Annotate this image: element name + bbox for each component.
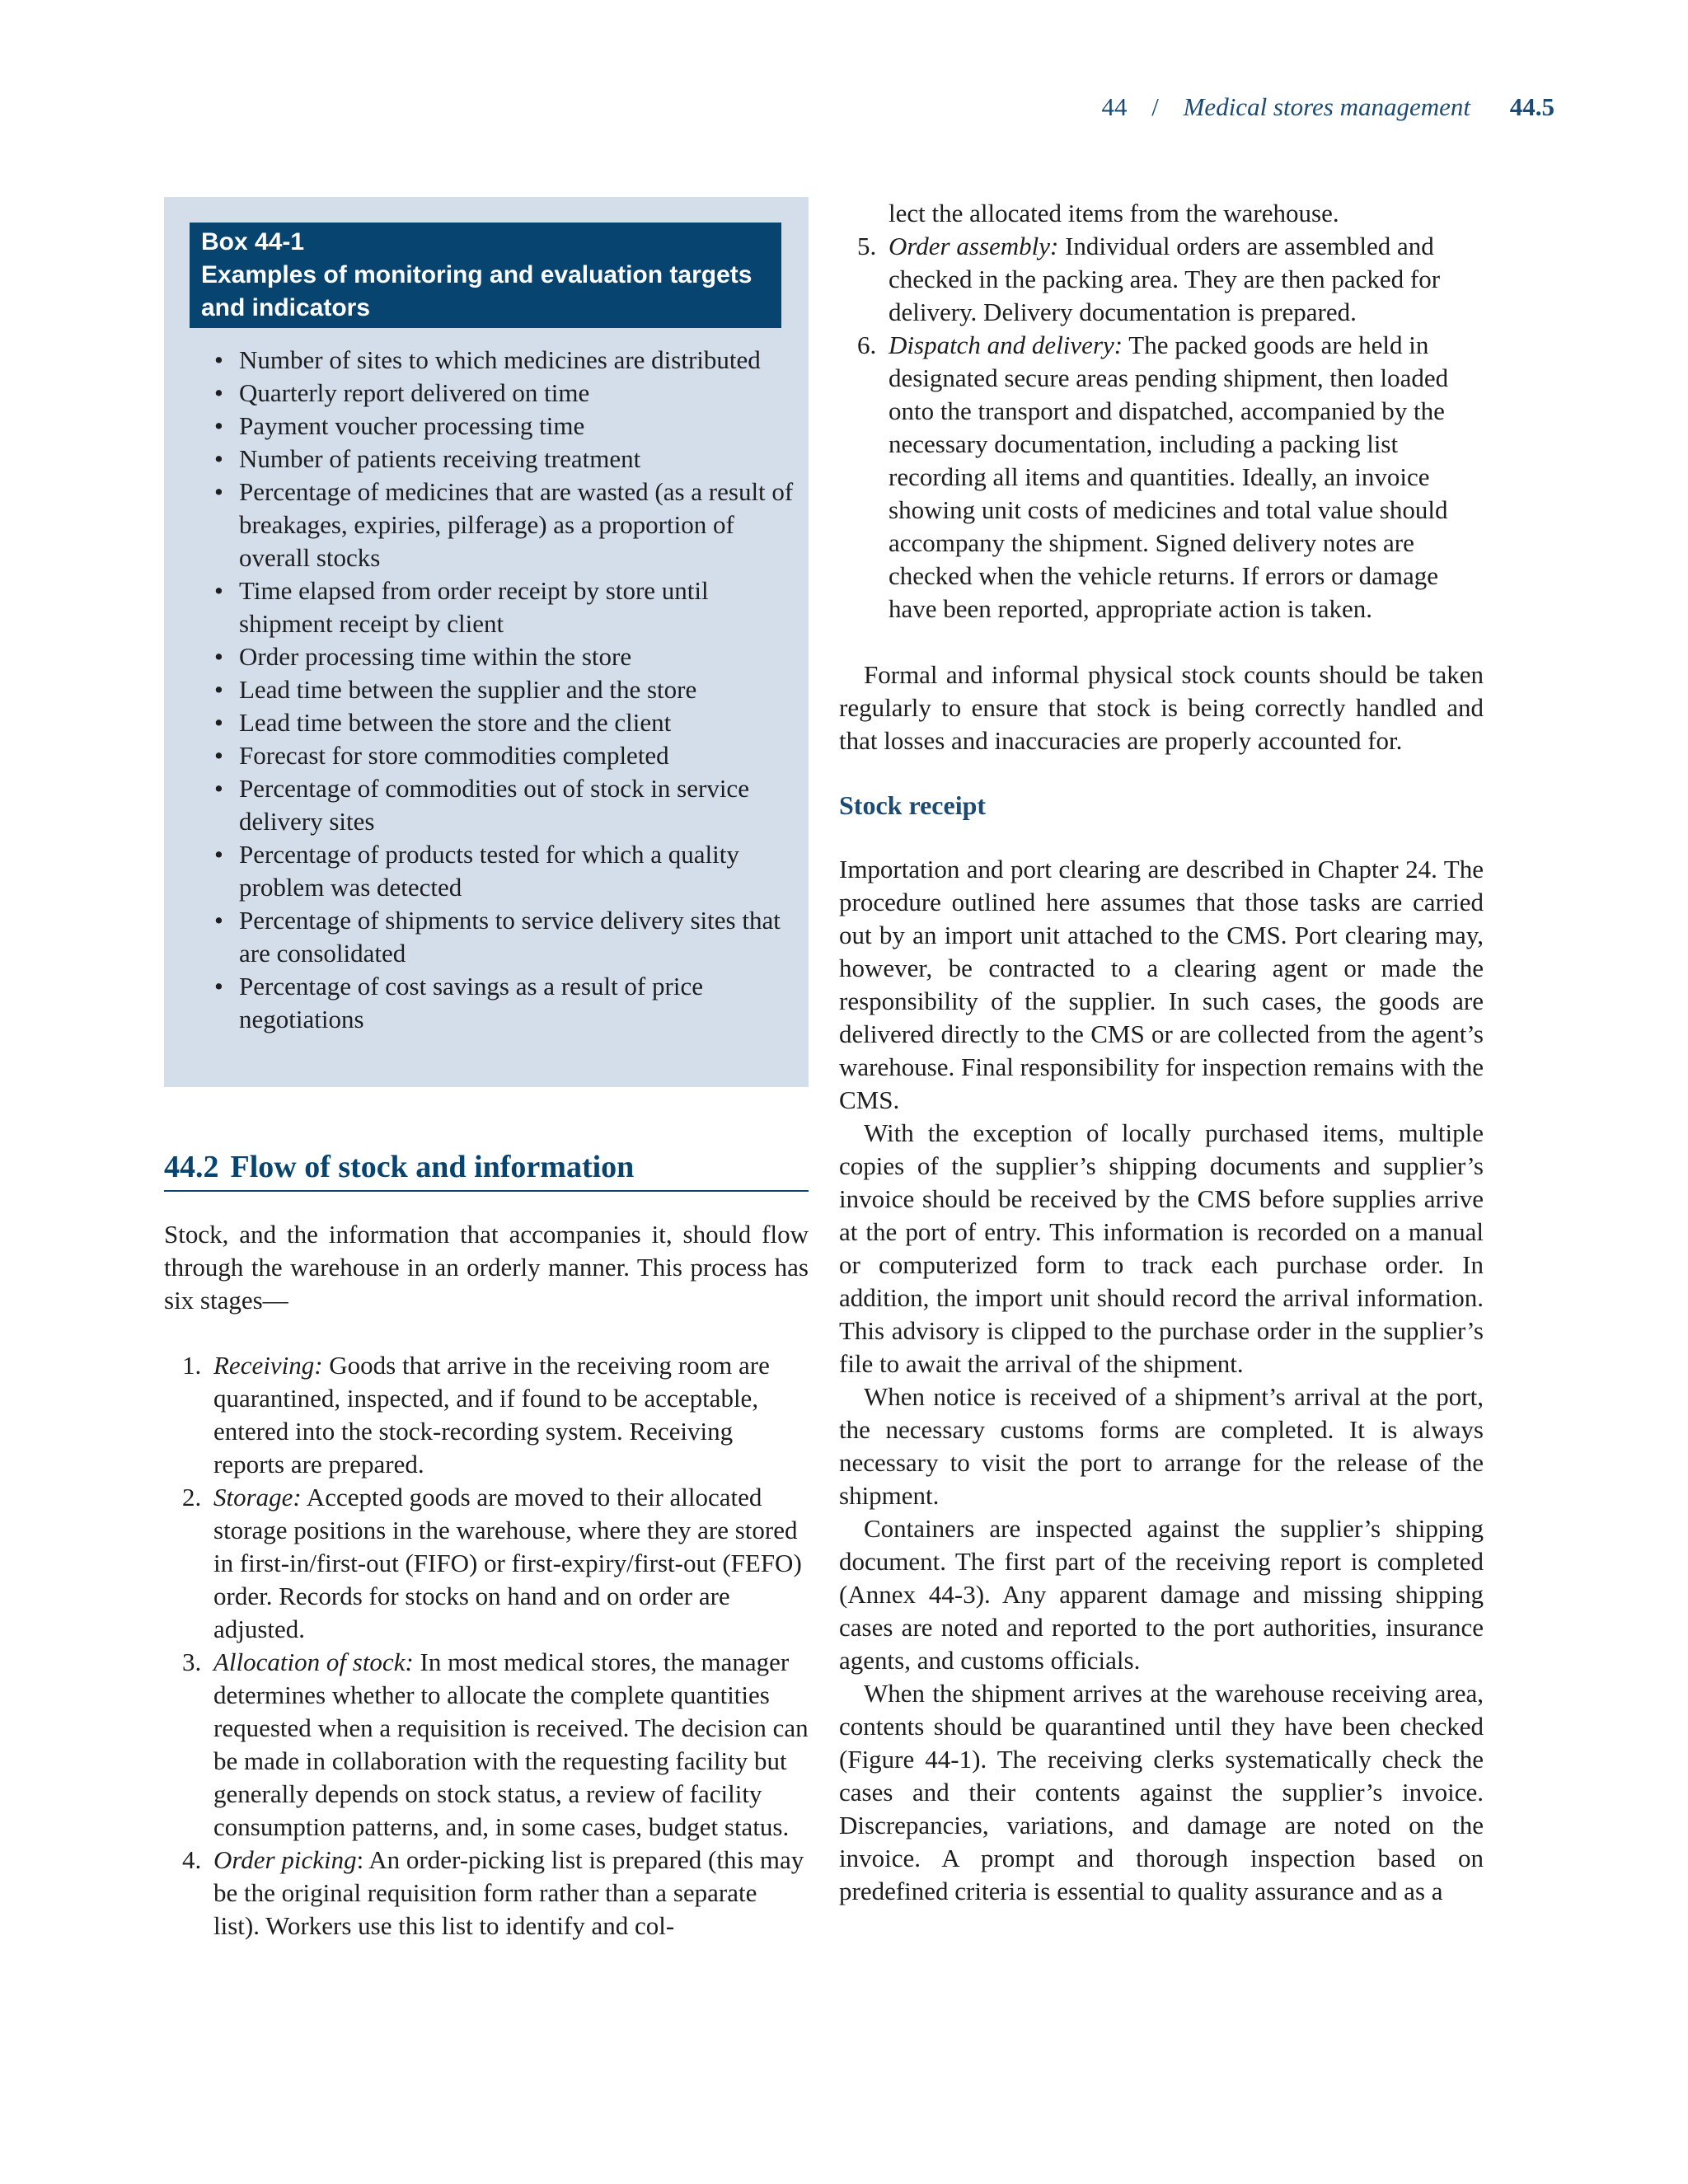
stage-list-continued bbox=[839, 230, 1484, 626]
chapter-title: Medical stores management bbox=[1183, 92, 1470, 121]
stage-item bbox=[182, 1481, 809, 1646]
stage-text: Accepted goods are moved to their allocated storage positions in the warehouse, where they are stored in first-in/first-out (FIFO) or first-expiry/first-out (FEFO) order. Records for stocks on hand and on order are adjusted. bbox=[213, 1483, 802, 1643]
list-item: • Payment voucher processing time bbox=[239, 410, 809, 443]
list-item: • Number of sites to which medicines are distributed bbox=[239, 344, 809, 377]
list-item: • Order processing time within the store bbox=[239, 640, 809, 673]
stage-text: In most medical stores, the manager determines whether to allocate the complete quantities requested when a requisition is received. The decision can be made in collaboration with the requesting facility but generally depends on stock status, a review of facility consumption patterns, and, in some cases, budget status. bbox=[213, 1647, 809, 1841]
stage-text: : An order-picking list is prepared (this may be the original requisition form rather than a separate list). Workers use this list to identify and col- bbox=[213, 1845, 804, 1940]
box-44-1 bbox=[164, 197, 809, 1087]
list-item: • Percentage of medicines that are wasted (as a result of breakages, expiries, pilferage) as a proportion of overall stocks bbox=[239, 476, 809, 574]
stage-list bbox=[164, 1349, 809, 1943]
stage-text: Goods that arrive in the receiving room are quarantined, inspected, and if found to be acceptable, entered into the stock-recording system. Receiving reports are prepared. bbox=[213, 1351, 770, 1479]
stage-label: Dispatch and delivery: bbox=[889, 330, 1123, 359]
subheading-stock-receipt: Stock receipt bbox=[839, 790, 987, 820]
body-paragraph: Containers are inspected against the supplier’s shipping document. The first part of the receiving report is completed (Annex 44-3). Any apparent damage and missing shipping cases are noted and reported to the port authorities, insurance agents, and customs officials. bbox=[839, 1514, 1484, 1675]
stage-label: Allocation of stock: bbox=[213, 1647, 414, 1676]
box-title: Examples of monitoring and evaluation targets and indicators bbox=[201, 261, 753, 321]
running-head bbox=[1101, 92, 1554, 122]
stage-item bbox=[182, 1646, 809, 1844]
stage-item bbox=[857, 329, 1484, 626]
stage-label: Order assembly: bbox=[889, 232, 1059, 260]
stage-number: 2. bbox=[182, 1483, 202, 1511]
list-item: • Percentage of products tested for which a quality problem was detected bbox=[239, 838, 809, 904]
box-header bbox=[190, 223, 781, 328]
list-item: • Forecast for store commodities completed bbox=[239, 739, 809, 772]
body-paragraph: Importation and port clearing are described in Chapter 24. The procedure outlined here assumes that those tasks are carried out by an import unit attached to the CMS. Port clearing may, however, be contracted to a clearing agent or made the responsibility of the supplier. In such cases, the goods are delivered directly to the CMS or are collected from the agent’s warehouse. Final responsibility for inspection remains with the CMS. bbox=[839, 855, 1484, 1114]
stage-text: The packed goods are held in designated secure areas pending shipment, then loaded onto the transport and dispatched, accompanied by the necessary documentation, including a packing list recording all items and quantities. Ideally, an invoice showing unit costs of medicines and total value should accompany the shipment. Signed delivery notes are checked when the vehicle returns. If errors or damage have been reported, appropriate action is taken. bbox=[889, 330, 1449, 623]
stage-item bbox=[182, 1844, 809, 1943]
box-label: Box 44-1 bbox=[201, 228, 305, 255]
stage-number: 5. bbox=[857, 232, 877, 260]
stage-item bbox=[857, 230, 1484, 329]
list-item: • Percentage of commodities out of stock in service delivery sites bbox=[239, 772, 809, 838]
section-number: 44.2 bbox=[164, 1150, 219, 1184]
page-number: 44.5 bbox=[1509, 92, 1554, 121]
stage-number: 6. bbox=[857, 330, 877, 359]
stock-counts-paragraph: Formal and informal physical stock counts should be taken regularly to ensure that stock is being correctly handled and that losses and inaccuracies are properly accounted for. bbox=[839, 660, 1484, 755]
section-heading bbox=[164, 1147, 809, 1192]
running-head-separator: / bbox=[1151, 92, 1159, 121]
stage-4-continuation: lect the allocated items from the warehouse. bbox=[889, 199, 1339, 227]
body-paragraph: With the exception of locally purchased items, multiple copies of the supplier’s shipping documents and supplier’s invoice should be received by the CMS before supplies arrive at the port of entry. This information is recorded on a manual or computerized form to track each purchase order. In addition, the import unit should record the arrival information. This advisory is clipped to the purchase order in the supplier’s file to await the arrival of the shipment. bbox=[839, 1118, 1484, 1378]
section-intro: Stock, and the information that accompanies it, should flow through the warehouse in an orderly manner. This process has six stages— bbox=[164, 1220, 809, 1315]
body-paragraph: When the shipment arrives at the warehouse receiving area, contents should be quarantined until they have been checked (Figure 44-1). The receiving clerks systematically check the cases and their contents against the supplier’s invoice. Discrepancies, variations, and damage are noted on the invoice. A prompt and thorough inspection based on predefined criteria is essential to quality assurance and as a bbox=[839, 1679, 1484, 1905]
list-item: • Lead time between the store and the client bbox=[239, 706, 809, 739]
stage-text: Individual orders are assembled and checked in the packing area. They are then packed for delivery. Delivery documentation is prepared. bbox=[889, 232, 1441, 326]
list-item: • Lead time between the supplier and the store bbox=[239, 673, 809, 706]
list-item: • Quarterly report delivered on time bbox=[239, 377, 809, 410]
list-item: • Percentage of cost savings as a result of price negotiations bbox=[239, 970, 809, 1036]
list-item: • Percentage of shipments to service delivery sites that are consolidated bbox=[239, 904, 809, 970]
right-column bbox=[839, 197, 1484, 1908]
section-title: Flow of stock and information bbox=[230, 1150, 635, 1184]
stage-number: 4. bbox=[182, 1845, 202, 1874]
box-indicator-list bbox=[164, 344, 809, 1036]
list-item: • Time elapsed from order receipt by store until shipment receipt by client bbox=[239, 574, 809, 640]
stage-number: 1. bbox=[182, 1351, 202, 1380]
stage-item bbox=[182, 1349, 809, 1481]
stage-label: Receiving: bbox=[213, 1351, 323, 1380]
stage-label: Order picking bbox=[213, 1845, 357, 1874]
chapter-number: 44 bbox=[1101, 92, 1128, 121]
stage-number: 3. bbox=[182, 1647, 202, 1676]
list-item: • Number of patients receiving treatment bbox=[239, 443, 809, 476]
stage-label: Storage: bbox=[213, 1483, 302, 1511]
body-paragraph: When notice is received of a shipment’s arrival at the port, the necessary customs forms are completed. It is always necessary to visit the port to arrange for the release of the shipment. bbox=[839, 1382, 1484, 1510]
